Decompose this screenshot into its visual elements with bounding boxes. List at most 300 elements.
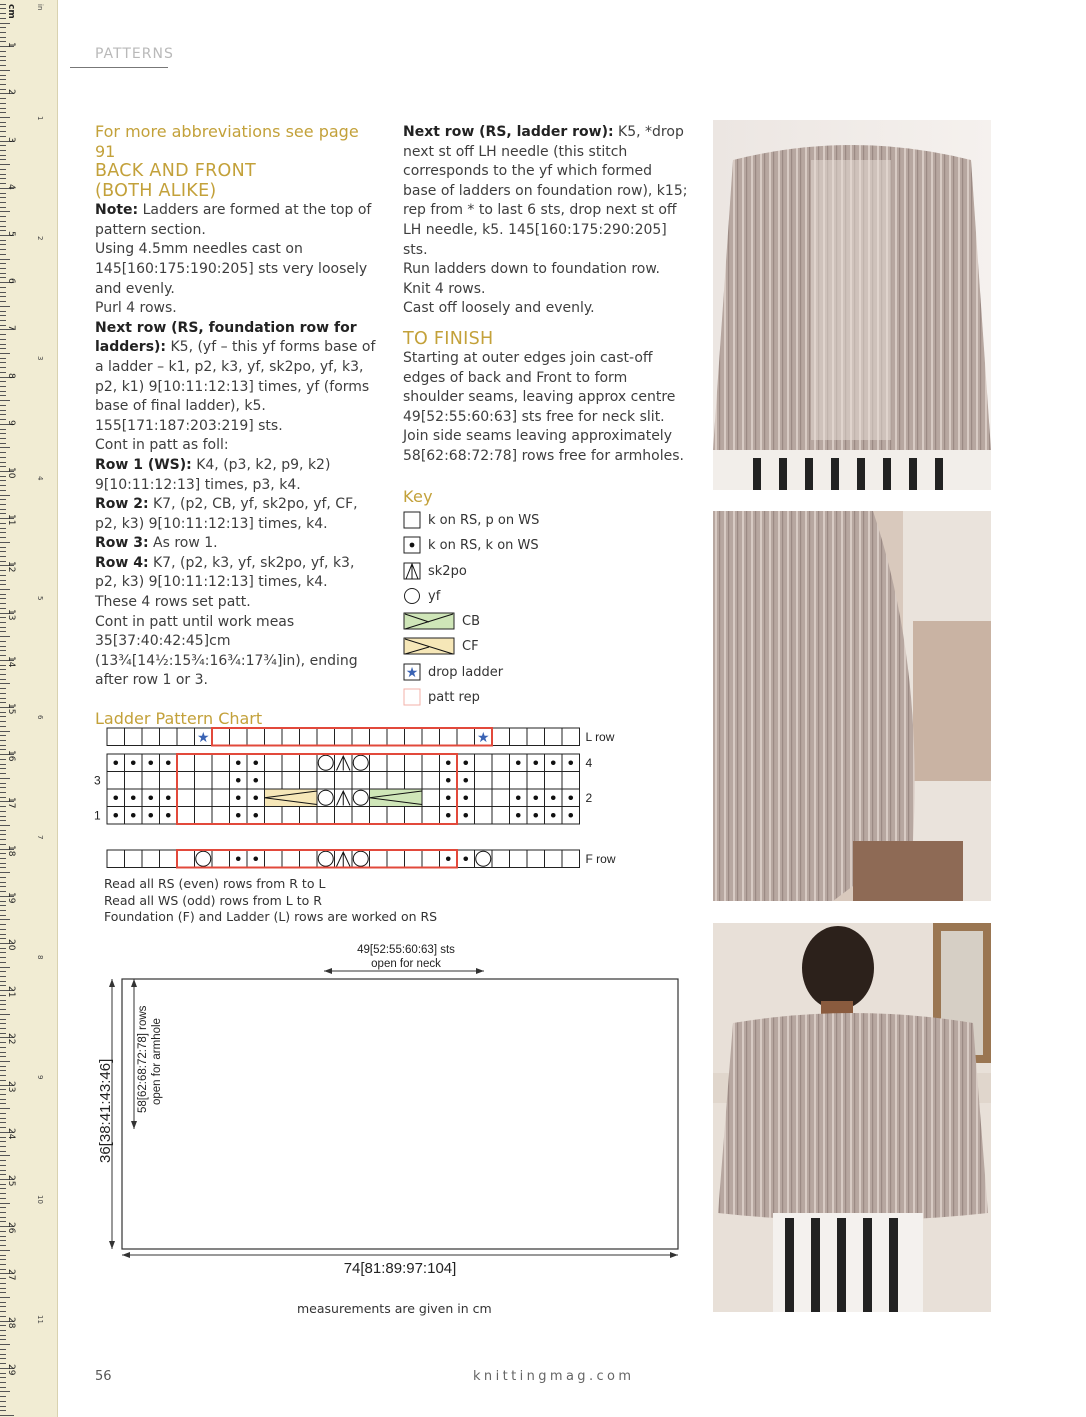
- ruler-tick: [0, 126, 6, 127]
- chart-cell: [125, 850, 143, 868]
- ruler-tick: [0, 296, 6, 297]
- chart-cell: [142, 728, 160, 746]
- ruler-tick: [0, 1212, 6, 1213]
- ruler-tick: [0, 1108, 10, 1109]
- ruler-tick: [0, 1311, 6, 1312]
- ruler-tick: [0, 598, 6, 599]
- chart-cell: [370, 754, 388, 772]
- ruler-cm-label: 3: [6, 136, 16, 143]
- chart-dot: [253, 760, 258, 765]
- ruler-tick: [0, 1165, 6, 1166]
- chart-cell: [107, 728, 125, 746]
- ruler-tick: [0, 915, 6, 916]
- chart-dot: [166, 813, 171, 818]
- chart-cell: [317, 728, 335, 746]
- ruler-tick: [0, 339, 6, 340]
- ruler-tick: [0, 1160, 6, 1161]
- garment-schematic: [88, 935, 693, 1295]
- section-title: BACK AND FRONT (BOTH ALIKE): [95, 161, 257, 202]
- chart-cell: [177, 850, 195, 868]
- ruler-tick: [0, 1023, 6, 1024]
- ruler-tick: [0, 490, 6, 491]
- ruler-tick: [0, 580, 6, 581]
- ruler-tick: [0, 735, 6, 736]
- ruler-tick: [0, 731, 10, 732]
- ruler-tick: [0, 1056, 6, 1057]
- ruler-tick: [0, 1099, 6, 1100]
- ruler-tick: [0, 504, 6, 505]
- instruction-text: K5, *drop next st off LH needle (this stitch corresponds to the yf which formed base of ladders on foundation row), k15; rep from * to last 6 sts, drop next st off LH needle, k5. 145[160:175:290:205] sts.: [403, 124, 688, 258]
- ruler-tick: [0, 787, 6, 788]
- ruler-tick: [0, 1354, 6, 1355]
- chart-cell: [282, 772, 300, 790]
- ruler-tick: [0, 650, 6, 651]
- ruler-tick: [0, 362, 6, 363]
- ruler-tick: [0, 1103, 6, 1104]
- ruler-tick: [0, 1410, 6, 1411]
- chart-cell: [317, 772, 335, 790]
- instruction-label: Row 3:: [95, 535, 149, 552]
- chart-cell: [282, 728, 300, 746]
- ruler-tick: [0, 150, 6, 151]
- ruler-inch-label: 3: [36, 355, 44, 361]
- ruler-tick: [0, 1344, 10, 1345]
- ruler-tick: [0, 495, 10, 496]
- ruler-tick: [0, 1259, 6, 1260]
- chart-cell: [212, 754, 230, 772]
- ruler-tick: [0, 830, 6, 831]
- instruction-paragraph: [95, 554, 380, 593]
- ruler-tick: [0, 216, 6, 217]
- ruler-tick: [0, 603, 6, 604]
- chart-cell: [527, 728, 545, 746]
- ruler-tick: [0, 1349, 6, 1350]
- ruler-tick: [0, 1070, 6, 1071]
- ruler-cm-label: 2: [6, 89, 16, 96]
- ruler-tick: [0, 263, 6, 264]
- ruler-tick: [0, 367, 6, 368]
- key-item: [403, 510, 539, 530]
- ruler-tick: [0, 462, 6, 463]
- ruler-tick: [0, 910, 6, 911]
- ruler-tick: [0, 452, 6, 453]
- chart-dot: [446, 778, 451, 783]
- chart-cell: [142, 772, 160, 790]
- key-label: drop ladder: [428, 664, 504, 680]
- ruler-tick: [0, 905, 6, 906]
- ruler-cm-label: 28: [6, 1316, 16, 1329]
- instruction-paragraph: [95, 319, 380, 437]
- ruler-tick: [0, 934, 6, 935]
- chart-dot: [463, 760, 468, 765]
- ruler-tick: [0, 919, 10, 920]
- photo-side-view: [713, 511, 991, 901]
- ruler-tick: [0, 75, 6, 76]
- ruler-tick: [0, 716, 6, 717]
- ruler-tick: [0, 1207, 6, 1208]
- yf-mark: [196, 851, 211, 866]
- ruler-tick: [0, 679, 6, 680]
- key-title: Key: [403, 486, 433, 506]
- ruler-tick: [0, 683, 10, 684]
- ruler-tick: [0, 584, 6, 585]
- chart-dot: [446, 856, 451, 861]
- chart-cell: [492, 789, 510, 807]
- instruction-text: Ladders are formed at the top of pattern section.: [95, 202, 372, 238]
- ruler-tick: [0, 1250, 10, 1251]
- instruction-paragraph: [403, 280, 688, 300]
- chart-cell: [300, 772, 318, 790]
- instruction-paragraph: [95, 534, 380, 554]
- ruler-tick: [0, 60, 6, 61]
- chart-dot: [516, 813, 521, 818]
- key-label: k on RS, k on WS: [428, 537, 539, 553]
- ruler-tick: [0, 193, 6, 194]
- ruler-tick: [0, 1066, 6, 1067]
- ladder-instructions: [403, 123, 688, 319]
- instruction-paragraph: [95, 299, 380, 319]
- chart-cell: [370, 728, 388, 746]
- ruler-tick: [0, 688, 6, 689]
- ruler-tick: [0, 872, 10, 873]
- chart-dot: [253, 813, 258, 818]
- chart-dot: [551, 813, 556, 818]
- ruler-cm-label: 21: [6, 986, 16, 998]
- chart-cell: [422, 754, 440, 772]
- ruler-tick: [0, 858, 6, 859]
- ruler-tick: [0, 320, 6, 321]
- ruler-tick: [0, 1240, 6, 1241]
- ruler-tick: [0, 1306, 6, 1307]
- ruler-tick: [0, 197, 6, 198]
- ruler-tick: [0, 56, 6, 57]
- ruler-tick: [0, 254, 6, 255]
- instruction-text: K7, (p2, k3, yf, sk2po, yf, k3, p2, k3) 9[10:11:12:13] times, k4.: [95, 554, 355, 591]
- ruler-tick: [0, 1094, 6, 1095]
- ruler-cm-label: 10: [6, 467, 16, 479]
- chart-dot: [533, 760, 538, 765]
- ruler-cm-label: 23: [6, 1080, 16, 1093]
- ruler-tick: [0, 207, 6, 208]
- ruler-inch-label: 8: [36, 955, 44, 960]
- chart-cell: [142, 850, 160, 868]
- ruler-tick: [0, 669, 6, 670]
- instruction-label: Next row (RS, foundation row for ladders):: [95, 319, 357, 356]
- instruction-paragraph: [403, 260, 688, 280]
- ruler-tick: [0, 556, 6, 557]
- ruler-tick: [0, 877, 6, 878]
- left-column: [95, 122, 380, 729]
- ruler-unit-in: in: [36, 4, 44, 11]
- ruler-tick: [0, 334, 6, 335]
- instruction-label: Row 1 (WS):: [95, 456, 192, 473]
- measurements-note: measurements are given in cm: [297, 1301, 492, 1316]
- ruler-inch-label: 10: [36, 1195, 44, 1204]
- ruler-tick: [0, 792, 6, 793]
- chart-cell: [545, 772, 563, 790]
- ruler-tick: [0, 98, 6, 99]
- ruler-tick: [0, 1236, 6, 1237]
- ruler-tick: [0, 542, 10, 543]
- ruler-cm-label: 20: [6, 939, 16, 951]
- chart-cell: [282, 850, 300, 868]
- chart-cell: [247, 728, 265, 746]
- ruler-cm-label: 6: [6, 278, 16, 284]
- chart-cell: [352, 728, 370, 746]
- chart-cell: [212, 728, 230, 746]
- ruler-tick: [0, 353, 10, 354]
- chart-dot: [446, 760, 451, 765]
- ruler-tick: [0, 249, 6, 250]
- chart-row-label: 2: [585, 791, 593, 805]
- ruler-tick: [0, 169, 6, 170]
- yf-mark: [318, 851, 333, 866]
- chart-cell: [510, 772, 528, 790]
- ruler-tick: [0, 1245, 6, 1246]
- ruler-inch-label: 5: [36, 595, 44, 600]
- ladder-pattern-chart: [88, 722, 648, 872]
- ruler-tick: [0, 315, 6, 316]
- ruler-tick: [0, 1264, 6, 1265]
- ruler-tick: [0, 924, 6, 925]
- ruler-tick: [0, 386, 6, 387]
- abbreviations-note: For more abbreviations see page 91: [95, 122, 359, 161]
- ruler-tick: [0, 391, 6, 392]
- site-url: knittingmag.com: [473, 1369, 635, 1384]
- chart-cell: [562, 728, 580, 746]
- ruler-inch-label: 9: [36, 1075, 44, 1080]
- chart-dot: [131, 813, 136, 818]
- ruler-tick: [0, 1387, 6, 1388]
- finish-title: TO FINISH: [403, 328, 494, 349]
- yf-mark: [353, 755, 368, 770]
- ruler-tick: [0, 594, 6, 595]
- instruction-label: Row 2:: [95, 496, 149, 513]
- drop-ladder-star: ★: [196, 730, 210, 746]
- chart-cell: [230, 728, 248, 746]
- key-label: k on RS, p on WS: [428, 512, 540, 528]
- yf-mark: [318, 790, 333, 805]
- chart-cell: [422, 728, 440, 746]
- chart-cell: [387, 754, 405, 772]
- ruler-tick: [0, 1155, 10, 1156]
- chart-cell: [160, 772, 178, 790]
- chart-cell: [492, 728, 510, 746]
- ruler-tick: [0, 641, 6, 642]
- cb-cable-icon: [403, 612, 455, 630]
- yf-mark: [476, 851, 491, 866]
- ruler-tick: [0, 344, 6, 345]
- ruler-tick: [0, 202, 6, 203]
- ruler-cm-label: 29: [6, 1363, 16, 1376]
- ruler-tick: [0, 1330, 6, 1331]
- key-item: [403, 662, 503, 682]
- ruler-tick: [0, 1000, 6, 1001]
- chart-cell: [335, 807, 353, 825]
- instruction-text: Knit 4 rows.: [403, 280, 486, 297]
- finish-paragraph: Join side seams leaving approximately 58[62:68:72:78] rows free for armholes.: [403, 428, 684, 464]
- chart-cell: [492, 807, 510, 825]
- instruction-paragraph: [95, 613, 380, 691]
- chart-row-label: F row: [585, 852, 616, 866]
- chart-cell: [195, 807, 213, 825]
- key-label: CB: [462, 613, 480, 629]
- instruction-text: K4, (p3, k2, p9, k2) 9[10:11:12:13] times, p3, k4.: [95, 456, 331, 493]
- ruler-tick: [0, 1382, 6, 1383]
- ruler-tick: [0, 438, 6, 439]
- photo-front-view: [713, 120, 991, 490]
- ruler-tick: [0, 1292, 6, 1293]
- chart-cell: [545, 850, 563, 868]
- ruler-tick: [0, 414, 6, 415]
- ruler-tick: [0, 1217, 6, 1218]
- yf-mark: [318, 755, 333, 770]
- chart-cell: [335, 728, 353, 746]
- ruler-tick: [0, 1198, 6, 1199]
- ruler-cm-label: 9: [6, 419, 16, 426]
- ruler-tick: [0, 301, 6, 302]
- chart-cell: [422, 807, 440, 825]
- chart-cell: [440, 728, 458, 746]
- ruler-cm-label: 12: [6, 561, 16, 573]
- ruler-cm-label: 18: [6, 844, 16, 857]
- ruler-tick: [0, 155, 6, 156]
- chart-dot: [236, 813, 241, 818]
- ruler-tick: [0, 825, 10, 826]
- section-header: PATTERNS: [95, 46, 174, 62]
- key-item: [403, 586, 440, 606]
- chart-dot: [568, 795, 573, 800]
- ruler-tick: [0, 112, 6, 113]
- ruler-tick: [0, 1118, 6, 1119]
- chart-cell: [387, 772, 405, 790]
- ruler-tick: [0, 575, 6, 576]
- dot-square-icon: [403, 536, 421, 554]
- chart-dot: [463, 778, 468, 783]
- chart-row-label: L row: [585, 730, 615, 744]
- neck-open-label: open for neck: [371, 958, 441, 970]
- ruler-tick: [0, 1075, 6, 1076]
- ruler-tick: [0, 863, 6, 864]
- ruler-tick: [0, 1339, 6, 1340]
- chart-cell: [265, 850, 283, 868]
- chart-cell: [300, 807, 318, 825]
- star-square-icon: [403, 663, 421, 681]
- chart-dot: [533, 813, 538, 818]
- ruler-tick: [0, 745, 6, 746]
- chart-cell: [177, 789, 195, 807]
- chart-cell: [125, 772, 143, 790]
- ruler-tick: [0, 1151, 6, 1152]
- page-number: 56: [95, 1369, 112, 1384]
- ruler-tick: [0, 952, 6, 953]
- instruction-text: Cast off loosely and evenly.: [403, 300, 595, 317]
- ruler-inch-label: 4: [36, 475, 44, 481]
- empty-square-icon: [403, 511, 421, 529]
- ruler-tick: [0, 1188, 6, 1189]
- key-label: sk2po: [428, 563, 467, 579]
- chart-cell: [125, 728, 143, 746]
- chart-dot: [568, 760, 573, 765]
- circle-icon: [403, 587, 421, 605]
- ruler-tick: [0, 292, 6, 293]
- ruler-tick: [0, 882, 6, 883]
- key-label: CF: [462, 638, 479, 654]
- header-rule: [70, 67, 168, 68]
- ruler-tick: [0, 1009, 6, 1010]
- chart-cell: [265, 754, 283, 772]
- instruction-text: Run ladders down to foundation row.: [403, 261, 660, 278]
- instruction-text: Cont in patt until work meas 35[37:40:42:45]cm (13¾[14½:15¾:16¾:17¾]in), ending after row 1 or 3.: [95, 613, 358, 689]
- ruler-tick: [0, 834, 6, 835]
- chart-cell: [160, 728, 178, 746]
- ruler-tick: [0, 1302, 6, 1303]
- ruler-tick: [0, 405, 6, 406]
- ruler-cm-label: 8: [6, 372, 16, 379]
- ruler-tick: [0, 1047, 6, 1048]
- ruler-cm-label: 13: [6, 608, 16, 621]
- chart-dot: [236, 856, 241, 861]
- ruler-tick: [0, 674, 6, 675]
- ruler-tick: [0, 1170, 6, 1171]
- chart-cell: [492, 850, 510, 868]
- chart-cell: [422, 772, 440, 790]
- ruler-tick: [0, 773, 6, 774]
- instruction-paragraph: [95, 436, 380, 456]
- ruler-tick: [0, 962, 6, 963]
- chart-dot: [253, 778, 258, 783]
- chart-cell: [300, 850, 318, 868]
- ruler-tick: [0, 221, 6, 222]
- ruler-cm-label: 7: [6, 325, 16, 332]
- ruler-tick: [0, 1406, 6, 1407]
- chart-dot: [551, 760, 556, 765]
- chart-cell: [300, 728, 318, 746]
- ruler-tick: [0, 457, 6, 458]
- ruler-tick: [0, 51, 6, 52]
- ruler-tick: [0, 240, 6, 241]
- ruler-tick: [0, 381, 6, 382]
- chart-cell: [177, 772, 195, 790]
- instruction-text: Cont in patt as foll:: [95, 437, 229, 454]
- ruler-cm-label: 16: [6, 750, 16, 762]
- ruler-tick: [0, 698, 6, 699]
- ruler-tick: [0, 480, 6, 481]
- ruler-tick: [0, 410, 6, 411]
- ruler-tick: [0, 273, 6, 274]
- ruler-tick: [0, 721, 6, 722]
- chart-cell: [317, 807, 335, 825]
- ruler-tick: [0, 1019, 6, 1020]
- ruler-tick: [0, 886, 6, 887]
- ruler-tick: [0, 1028, 6, 1029]
- chart-cell: [265, 807, 283, 825]
- ruler-tick: [0, 528, 6, 529]
- chart-cell: [282, 807, 300, 825]
- ruler-tick: [0, 108, 6, 109]
- ruler-tick: [0, 1283, 6, 1284]
- chart-row-label: 1: [94, 808, 101, 823]
- chart-row-label: 4: [585, 756, 593, 770]
- armhole-open-label: open for armhole: [151, 1018, 163, 1105]
- ruler-tick: [0, 32, 6, 33]
- ruler-tick: [0, 429, 6, 430]
- ruler-tick: [0, 1203, 10, 1204]
- ruler-tick: [0, 1396, 6, 1397]
- ruler-tick: [0, 1297, 10, 1298]
- ruler-tick: [0, 627, 6, 628]
- ruler-tick: [0, 816, 6, 817]
